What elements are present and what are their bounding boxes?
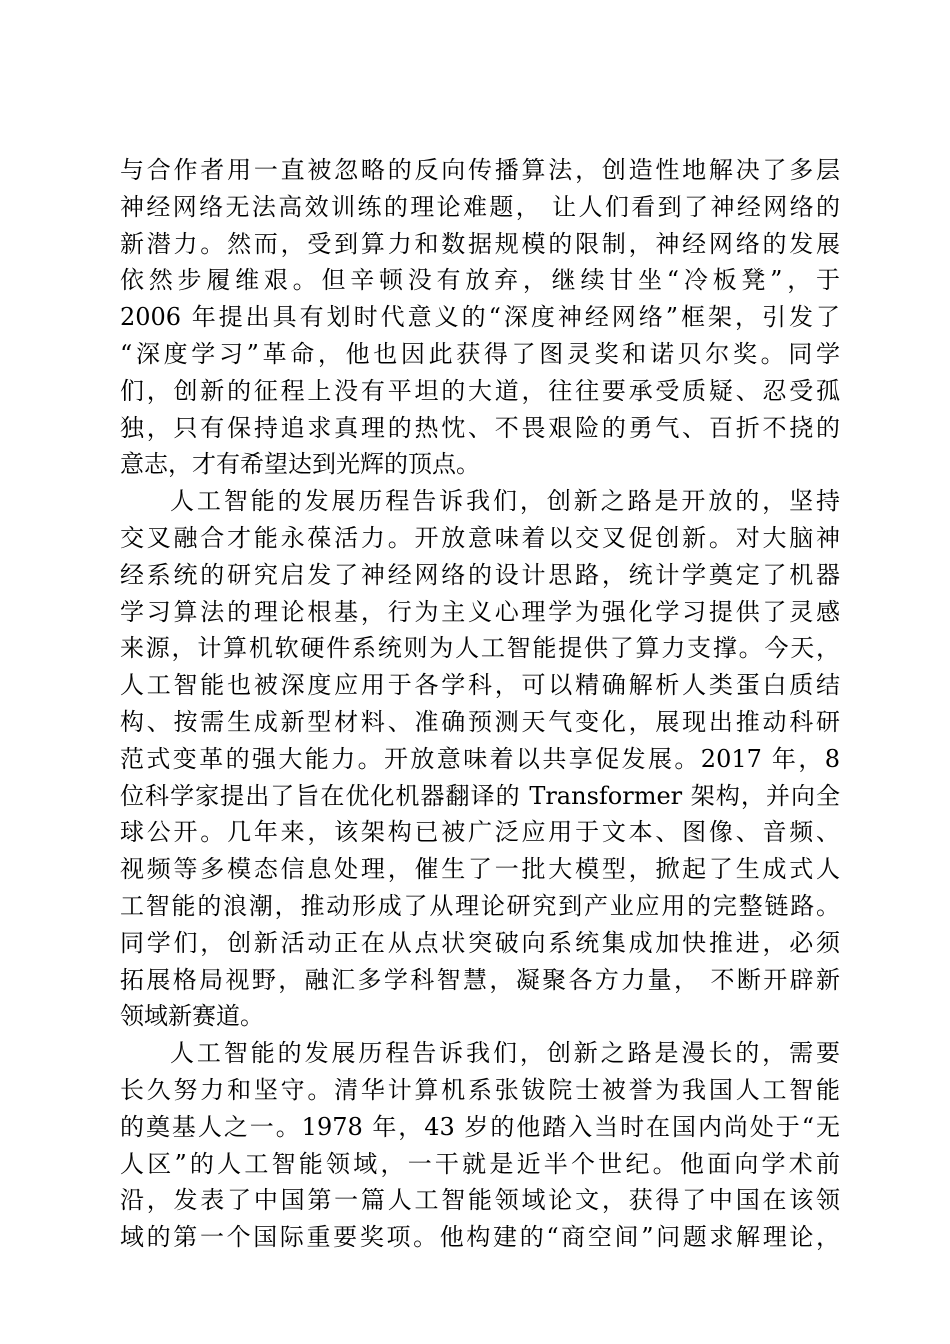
text-line: 新潜力。然而，受到算力和数据规模的限制，神经网络的发展 [120,229,840,258]
text-line: 人工智能也被深度应用于各学科，可以精确解析人类蛋白质结 [120,671,840,700]
text-line: 与合作者用一直被忽略的反向传播算法，创造性地解决了多层 [120,156,840,184]
text-line: 经系统的研究启发了神经网络的设计思路，统计学奠定了机器 [120,560,840,589]
text-line: 沿，发表了中国第一篇人工智能领域论文，获得了中国在该领 [120,1186,840,1215]
text-line: 长久努力和坚守。清华计算机系张钹院士被誉为我国人工智能 [120,1075,840,1104]
text-line: 人工智能的发展历程告诉我们，创新之路是漫长的，需要 [170,1039,840,1068]
text-line: 神经网络无法高效训练的理论难题， 让人们看到了神经网络的 [120,192,840,221]
paragraph [120,483,840,1035]
text-line: 域的第一个国际重要奖项。他构建的“商空间”问题求解理论， [120,1223,840,1252]
text-line: 依然步履维艰。但辛顿没有放弃，继续甘坐“冷板凳”，于 [120,266,840,295]
text-line: 们，创新的征程上没有平坦的大道，往往要承受质疑、忍受孤 [120,376,840,405]
body-text [120,152,840,1256]
text-line: 视频等多模态信息处理，催生了一批大模型，掀起了生成式人 [120,855,840,884]
text-line: 2006 年提出具有划时代意义的“深度神经网络”框架，引发了 [120,303,840,332]
paragraph [120,152,840,483]
text-line: 来源，计算机软硬件系统则为人工智能提供了算力支撑。今天， [120,634,840,663]
text-line: 学习算法的理论根基，行为主义心理学为强化学习提供了灵感 [120,597,840,626]
text-line: 意志，才有希望达到光辉的顶点。 [120,450,480,479]
text-line: 球公开。几年来，该架构已被广泛应用于文本、图像、音频、 [120,818,840,847]
text-line: 独，只有保持追求真理的热忱、不畏艰险的勇气、百折不挠的 [120,413,840,442]
text-line: 交叉融合才能永葆活力。开放意味着以交叉促创新。对大脑神 [120,523,840,552]
paragraph [120,1035,840,1256]
text-line: 同学们，创新活动正在从点状突破向系统集成加快推进，必须 [120,928,840,957]
text-line: 人区”的人工智能领域，一干就是近半个世纪。他面向学术前 [120,1149,840,1178]
text-line: 拓展格局视野，融汇多学科智慧，凝聚各方力量， 不断开辟新 [120,965,840,994]
text-line: 位科学家提出了旨在优化机器翻译的 Transformer 架构，并向全 [120,781,840,810]
text-line: “深度学习”革命，他也因此获得了图灵奖和诺贝尔奖。同学 [120,339,840,368]
text-line: 人工智能的发展历程告诉我们，创新之路是开放的，坚持 [170,487,840,516]
text-line: 范式变革的强大能力。开放意味着以共享促发展。2017 年，8 [120,744,840,773]
text-line: 构、按需生成新型材料、准确预测天气变化，展现出推动科研 [120,707,840,736]
text-line: 领域新赛道。 [120,1002,264,1031]
text-line: 工智能的浪潮，推动形成了从理论研究到产业应用的完整链路。 [120,891,840,920]
text-line: 的奠基人之一。1978 年，43 岁的他踏入当时在国内尚处于“无 [120,1112,840,1141]
